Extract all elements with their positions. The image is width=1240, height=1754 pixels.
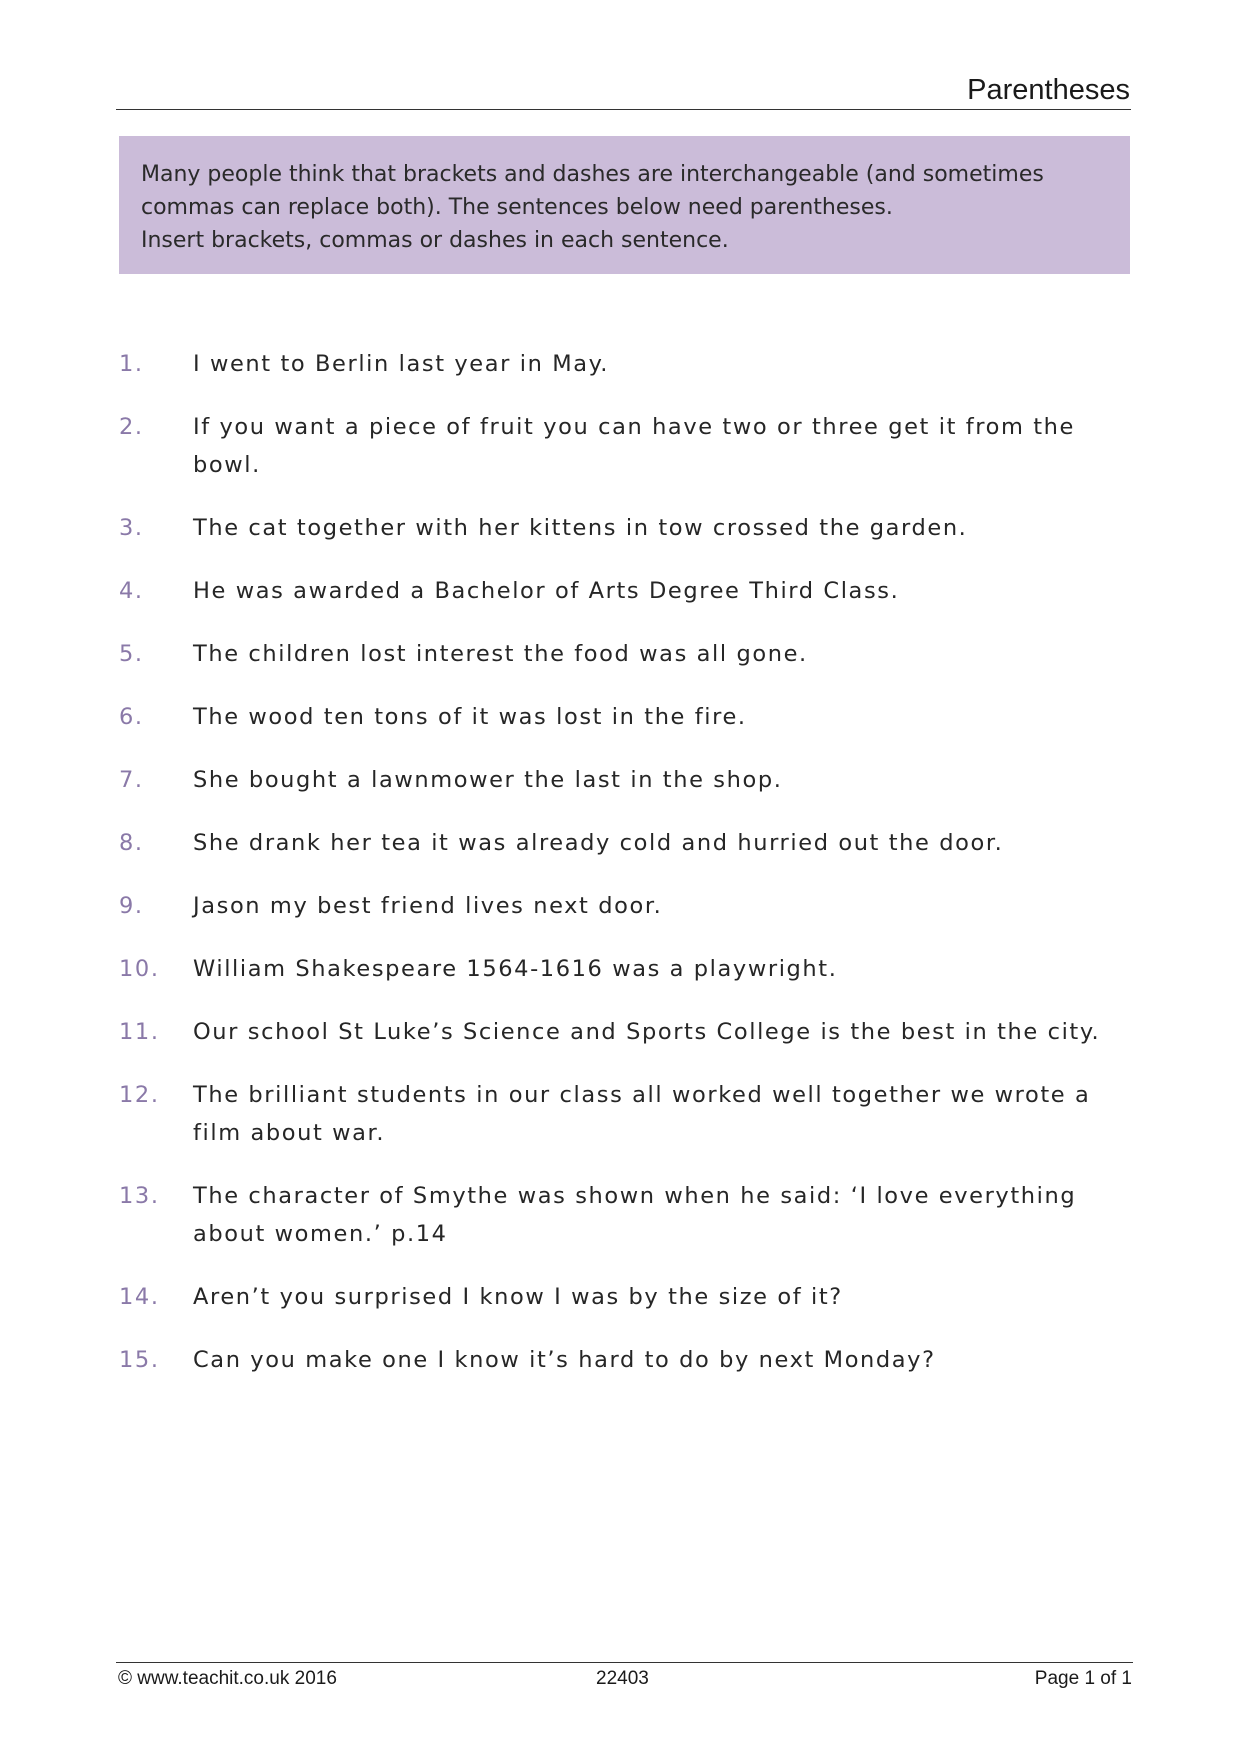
question-text: Our school St Luke’s Science and Sports College is the best in the city. (193, 1019, 1101, 1045)
question-text: The cat together with her kittens in tow crossed the garden. (193, 515, 968, 541)
question-item (119, 698, 1134, 736)
title-divider (116, 109, 1131, 110)
question-number: 12. (119, 1082, 160, 1108)
question-item (119, 1278, 1134, 1316)
question-number: 14. (119, 1284, 160, 1310)
instructions-line: Many people think that brackets and dashes are interchangeable (and sometimes (141, 162, 1044, 187)
instructions-line: commas can replace both). The sentences below need parentheses. (141, 195, 893, 220)
question-number: 13. (119, 1183, 160, 1209)
question-item (119, 408, 1134, 484)
footer-page-number: Page 1 of 1 (1034, 1668, 1132, 1689)
footer-resource-code: 22403 (596, 1668, 649, 1689)
question-text: Jason my best friend lives next door. (193, 893, 663, 919)
question-text: If you want a piece of fruit you can have two or three get it from the bowl. (193, 414, 1075, 478)
question-item (119, 509, 1134, 547)
instructions-box (119, 136, 1130, 274)
question-text: William Shakespeare 1564-1616 was a playwright. (193, 956, 838, 982)
question-number: 1. (119, 351, 144, 377)
question-item (119, 824, 1134, 862)
question-text: The wood ten tons of it was lost in the fire. (193, 704, 747, 730)
question-item (119, 761, 1134, 799)
question-text: She bought a lawnmower the last in the shop. (193, 767, 783, 793)
question-item (119, 635, 1134, 673)
footer-divider (116, 1662, 1133, 1663)
question-number: 7. (119, 767, 144, 793)
question-number: 15. (119, 1347, 160, 1373)
question-text: He was awarded a Bachelor of Arts Degree Third Class. (193, 578, 900, 604)
question-item (119, 1341, 1134, 1379)
question-number: 3. (119, 515, 144, 541)
question-item (119, 950, 1134, 988)
question-text: Can you make one I know it’s hard to do by next Monday? (193, 1347, 936, 1373)
question-text: The brilliant students in our class all worked well together we wrote a film about war. (193, 1082, 1091, 1146)
question-number: 9. (119, 893, 144, 919)
question-item (119, 1076, 1134, 1152)
question-item (119, 1013, 1134, 1051)
question-text: She drank her tea it was already cold and hurried out the door. (193, 830, 1004, 856)
question-number: 6. (119, 704, 144, 730)
page-title: Parentheses (967, 74, 1130, 106)
question-text: I went to Berlin last year in May. (193, 351, 610, 377)
question-text: The character of Smythe was shown when he said: ‘I love everything about women.’ p.14 (193, 1183, 1077, 1247)
instructions-line: Insert brackets, commas or dashes in each sentence. (141, 228, 729, 253)
question-text: The children lost interest the food was all gone. (193, 641, 808, 667)
question-text: Aren’t you surprised I know I was by the size of it? (193, 1284, 843, 1310)
question-number: 8. (119, 830, 144, 856)
question-number: 5. (119, 641, 144, 667)
question-item (119, 1177, 1134, 1253)
question-number: 2. (119, 414, 144, 440)
footer-copyright: © www.teachit.co.uk 2016 (118, 1668, 337, 1689)
question-item (119, 887, 1134, 925)
question-item (119, 572, 1134, 610)
question-list (119, 345, 1134, 1404)
question-number: 11. (119, 1019, 160, 1045)
question-number: 10. (119, 956, 160, 982)
question-number: 4. (119, 578, 144, 604)
question-item (119, 345, 1134, 383)
